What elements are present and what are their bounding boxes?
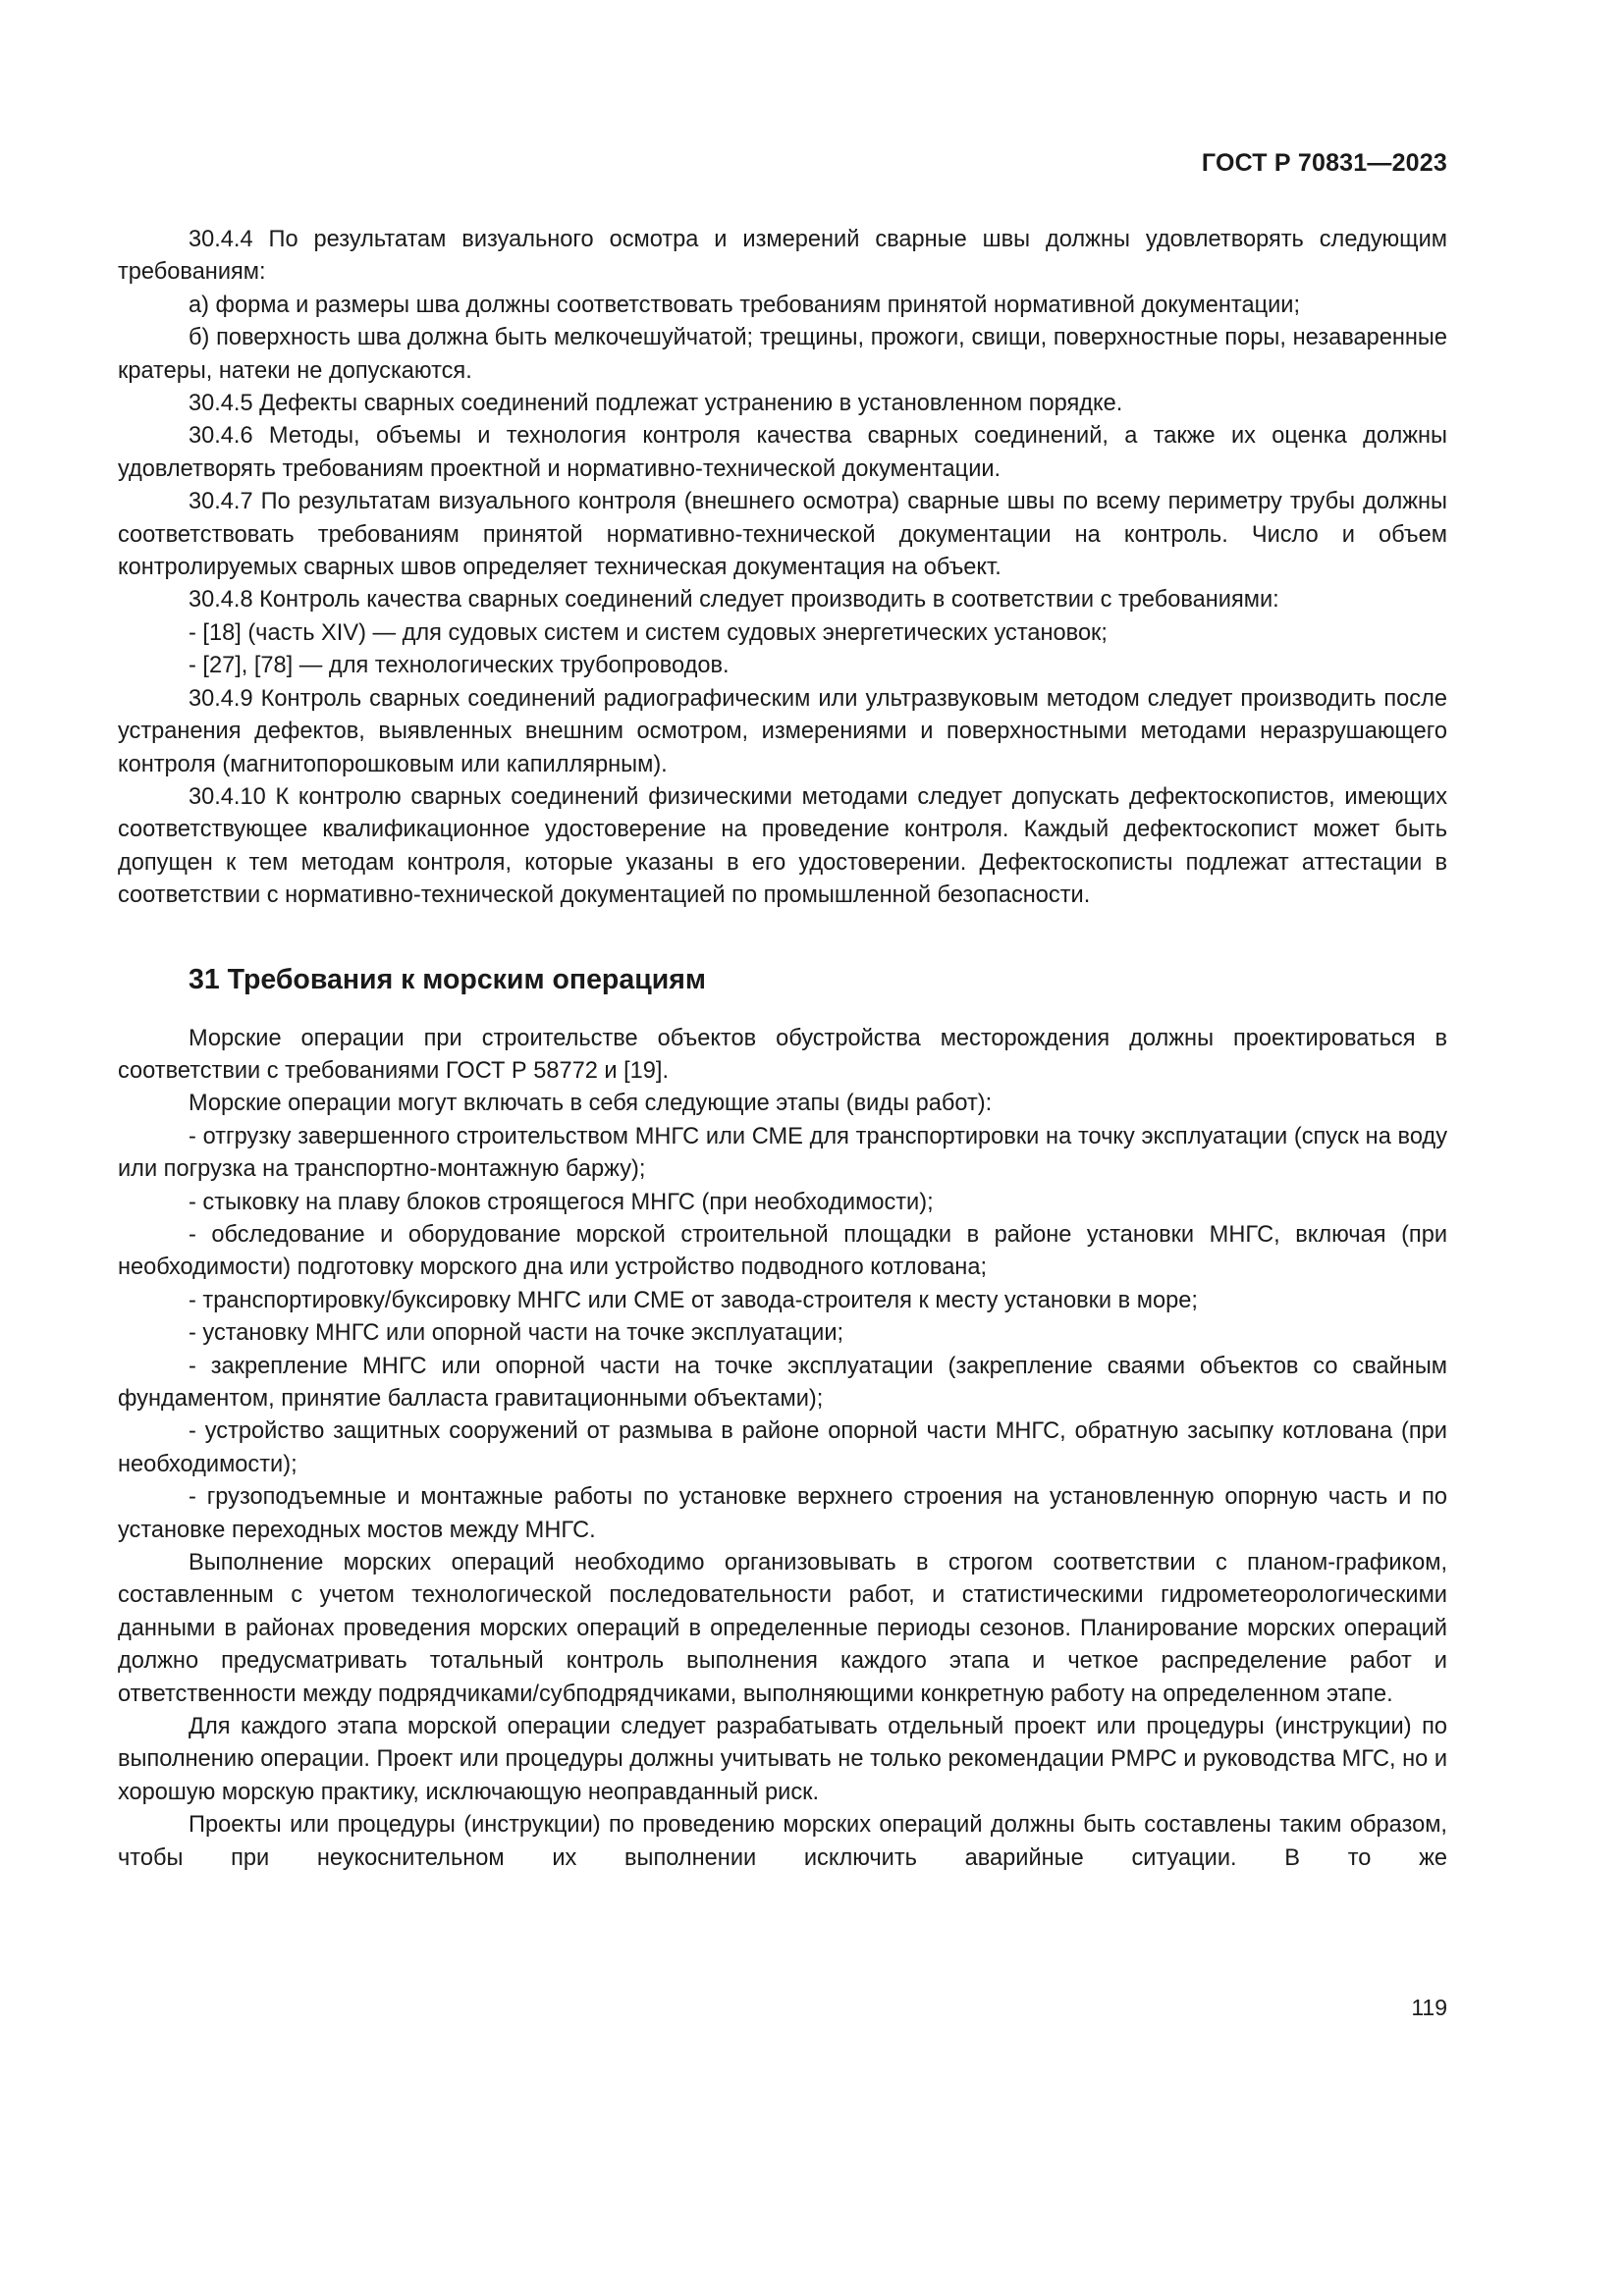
paragraph-30-4-8: 30.4.8 Контроль качества сварных соединений следует производить в соответствии с требованиями: xyxy=(189,587,1279,614)
list-item-installation: - установку МНГС или опорной части на точке эксплуатации; xyxy=(189,1320,844,1347)
paragraph-30-4-4: 30.4.4 По результатам визуального осмотра и измерений сварные швы должны удовлетворять следующим требованиям: xyxy=(118,227,1447,286)
paragraph-planning: Выполнение морских операций необходимо организовывать в строгом соответствии с планом-графиком, составленным с учетом технологической последовательности работ, и статистическими гидрометеорологическими данными в районах проведения морских операций в определенные периоды сезонов. Планирование морских операций должно предусматривать тотальный контроль выполнения каждого этапа и четкое распределение работ и ответственности между подрядчиками/субподрядчиками, выполняющими конкретную работу на определенном этапе. xyxy=(118,1550,1447,1707)
list-item-lifting: - грузоподъемные и монтажные работы по установке верхнего строения на установленную опорную часть и по установке переходных мостов между МНГС. xyxy=(118,1484,1447,1543)
list-item-a: а) форма и размеры шва должны соответствовать требованиям принятой нормативной документации; xyxy=(189,292,1301,318)
list-item-survey: - обследование и оборудование морской строительной площадки в районе установки МНГС, включая (при необходимости) подготовку морского дна или устройство подводного котлована; xyxy=(118,1221,1447,1281)
paragraph-30-4-5: 30.4.5 Дефекты сварных соединений подлежат устранению в установленном порядке. xyxy=(189,391,1123,417)
paragraph-30-4-6: 30.4.6 Методы, объемы и технология контроля качества сварных соединений, а также их оценка должны удовлетворять требованиям проектной и нормативно-технической документации. xyxy=(118,423,1447,482)
list-item-dash-27-78: - [27], [78] — для технологических трубопроводов. xyxy=(189,653,730,679)
page-number: 119 xyxy=(1411,1995,1447,2020)
paragraph-projects: Проекты или процедуры (инструкции) по проведению морских операций должны быть составлены таким образом, чтобы при неукоснительном их выполнении исключить аварийные ситуации. В то же xyxy=(118,1812,1447,1871)
paragraph-intro: Морские операции при строительстве объектов обустройства месторождения должны проектироваться в соответствии с требованиями ГОСТ Р 58772 и [19]. xyxy=(118,1025,1447,1084)
paragraph-stages-lead: Морские операции могут включать в себя следующие этапы (виды работ): xyxy=(189,1091,993,1117)
paragraph-30-4-10: 30.4.10 К контролю сварных соединений физическими методами следует допускать дефектоскопистов, имеющих соответствующее квалификационное удостоверение на проведение контроля. Каждый дефектоскопист может быть допущен к тем методам контроля, которые указаны в его удостоверении. Дефектоскописты подлежат аттестации в соответствии с нормативно-технической документацией по промышленной безопасности. xyxy=(118,783,1447,909)
list-item-protection: - устройство защитных сооружений от размыва в районе опорной части МНГС, обратную засыпку котлована (при необходимости); xyxy=(118,1418,1447,1477)
list-item-towing: - транспортировку/буксировку МНГС или СМЕ от завода-строителя к месту установки в море; xyxy=(189,1287,1198,1313)
page-content xyxy=(118,224,1447,1875)
list-item-fixing: - закрепление МНГС или опорной части на точке эксплуатации (закрепление сваями объектов со свайным фундаментом, принятие балласта гравитационными объектами); xyxy=(118,1353,1447,1412)
paragraph-procedures: Для каждого этапа морской операции следует разрабатывать отдельный проект или процедуры (инструкции) по выполнению операции. Проект или процедуры должны учитывать не только рекомендации РМРС и руководства МГС, но и хорошую морскую практику, исключающую неоправданный риск. xyxy=(118,1714,1447,1805)
paragraph-30-4-7: 30.4.7 По результатам визуального контроля (внешнего осмотра) сварные швы по всему периметру трубы должны соответствовать требованиям принятой нормативно-технической документации на контроль. Число и объем контролируемых сварных швов определяет техническая документация на объект. xyxy=(118,489,1447,581)
list-item-b: б) поверхность шва должна быть мелкочешуйчатой; трещины, прожоги, свищи, поверхностные поры, незаваренные кратеры, натеки не допускаются. xyxy=(118,325,1447,384)
document-code-header: ГОСТ Р 70831—2023 xyxy=(1201,149,1447,177)
section-heading-31: 31 Требования к морским операциям xyxy=(189,963,706,995)
paragraph-30-4-9: 30.4.9 Контроль сварных соединений радиографическим или ультразвуковым методом следует производить после устранения дефектов, выявленных внешним осмотром, измерениями и поверхностными методами неразрушающего контроля (магнитопорошковым или капиллярным). xyxy=(118,685,1447,777)
list-item-shipment: - отгрузку завершенного строительством МНГС или СМЕ для транспортировки на точку эксплуатации (спуск на воду или погрузка на транспортно-монтажную баржу); xyxy=(118,1123,1447,1183)
list-item-docking: - стыковку на плаву блоков строящегося МНГС (при необходимости); xyxy=(189,1189,934,1215)
list-item-dash-18: - [18] (часть XIV) — для судовых систем и систем судовых энергетических установок; xyxy=(189,619,1108,646)
